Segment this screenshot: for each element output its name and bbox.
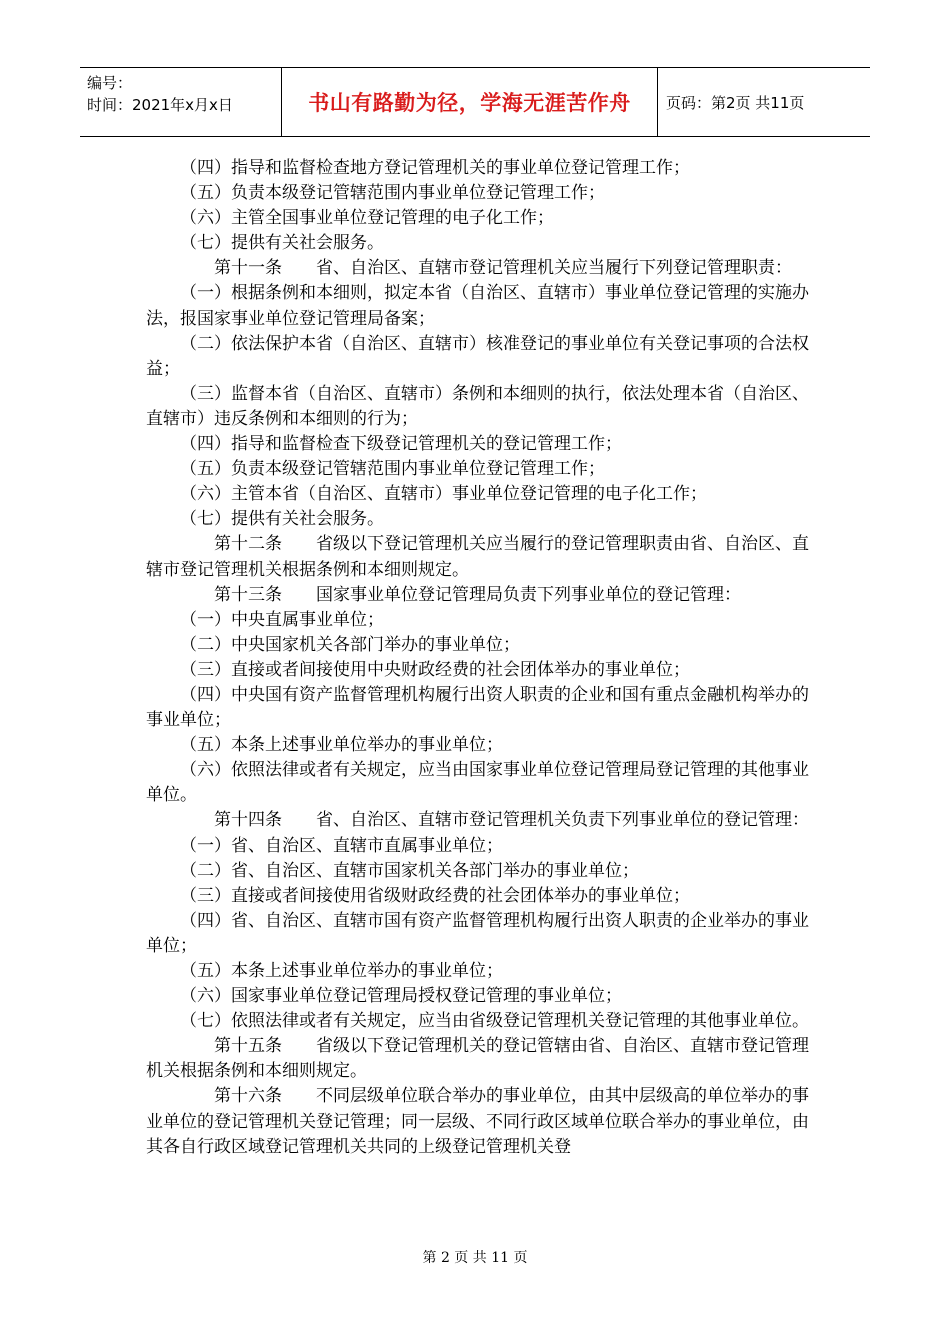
- article-paragraph: 第十三条 国家事业单位登记管理局负责下列事业单位的登记管理：: [214, 584, 741, 605]
- list-item-paragraph: （五）负责本级登记管辖范围内事业单位登记管理工作；: [180, 459, 605, 480]
- header-meta: [80, 68, 282, 136]
- header-page-info: 页码：第2页 共11页: [666, 93, 805, 112]
- header-motto: 书山有路勤为径，学海无涯苦作舟: [282, 68, 658, 136]
- list-item-paragraph: （六）主管本省（自治区、直辖市）事业单位登记管理的电子化工作；: [180, 484, 707, 505]
- list-item-paragraph: （七）依照法律或者有关规定，应当由省级登记管理机关登记管理的其他事业单位。: [180, 1011, 809, 1032]
- list-item-paragraph: （三）直接或者间接使用省级财政经费的社会团体举办的事业单位；: [180, 885, 690, 906]
- list-item-paragraph: （四）省、自治区、直辖市国有资产监督管理机构履行出资人职责的企业举办的事业单位；: [146, 910, 809, 956]
- list-item-paragraph: （一）中央直属事业单位；: [180, 609, 384, 630]
- page-footer: 第 2 页 共 11 页: [422, 1250, 528, 1266]
- list-item-paragraph: （四）指导和监督检查地方登记管理机关的事业单位登记管理工作；: [180, 158, 690, 178]
- article-paragraph: 第十二条 省级以下登记管理机关应当履行的登记管理职责由省、自治区、直辖市登记管理机关根据条例和本细则规定。: [146, 534, 809, 580]
- list-item-paragraph: （六）主管全国事业单位登记管理的电子化工作；: [180, 208, 554, 229]
- list-item-paragraph: （七）提供有关社会服务。: [180, 233, 384, 254]
- article-paragraph: 第十六条 不同层级单位联合举办的事业单位，由其中层级高的单位举办的事业单位的登记管理机关登记管理；同一层级、不同行政区域单位联合举办的事业单位，由其各自行政区域登记管理机关共同的上级登记管理机关登: [146, 1086, 809, 1157]
- list-item-paragraph: （三）监督本省（自治区、直辖市）条例和本细则的执行，依法处理本省（自治区、直辖市）违反条例和本细则的行为；: [146, 383, 809, 429]
- list-item-paragraph: （二）中央国家机关各部门举办的事业单位；: [180, 634, 520, 655]
- article-paragraph: 第十一条 省、自治区、直辖市登记管理机关应当履行下列登记管理职责：: [214, 258, 792, 279]
- list-item-paragraph: （六）依照法律或者有关规定，应当由国家事业单位登记管理局登记管理的其他事业单位。: [146, 760, 809, 806]
- document-number-label: 编号：: [87, 74, 133, 92]
- list-item-paragraph: （二）省、自治区、直辖市国家机关各部门举办的事业单位；: [180, 860, 639, 881]
- list-item-paragraph: （四）中央国有资产监督管理机构履行出资人职责的企业和国有重点金融机构举办的事业单位；: [146, 684, 809, 731]
- article-paragraph: 第十五条 省级以下登记管理机关的登记管辖由省、自治区、直辖市登记管理机关根据条例和本细则规定。: [146, 1036, 809, 1082]
- page-header: [80, 67, 870, 137]
- list-item-paragraph: （二）依法保护本省（自治区、直辖市）核准登记的事业单位有关登记事项的合法权益；: [146, 333, 809, 379]
- list-item-paragraph: （三）直接或者间接使用中央财政经费的社会团体举办的事业单位；: [180, 659, 690, 680]
- article-paragraph: 第十四条 省、自治区、直辖市登记管理机关负责下列事业单位的登记管理：: [214, 810, 809, 831]
- document-body: [146, 156, 810, 1160]
- list-item-paragraph: （四）指导和监督检查下级登记管理机关的登记管理工作；: [180, 434, 622, 455]
- list-item-paragraph: （五）本条上述事业单位举办的事业单位；: [180, 735, 503, 756]
- list-item-paragraph: （七）提供有关社会服务。: [180, 509, 384, 530]
- document-date-label: 时间：2021年x月x日: [87, 96, 233, 114]
- list-item-paragraph: （六）国家事业单位登记管理局授权登记管理的事业单位；: [180, 986, 622, 1007]
- list-item-paragraph: （五）本条上述事业单位举办的事业单位；: [180, 961, 503, 981]
- list-item-paragraph: （五）负责本级登记管辖范围内事业单位登记管理工作；: [180, 183, 605, 204]
- list-item-paragraph: （一）省、自治区、直辖市直属事业单位；: [180, 835, 503, 856]
- list-item-paragraph: （一）根据条例和本细则，拟定本省（自治区、直辖市）事业单位登记管理的实施办法，报国家事业单位登记管理局备案；: [146, 283, 809, 329]
